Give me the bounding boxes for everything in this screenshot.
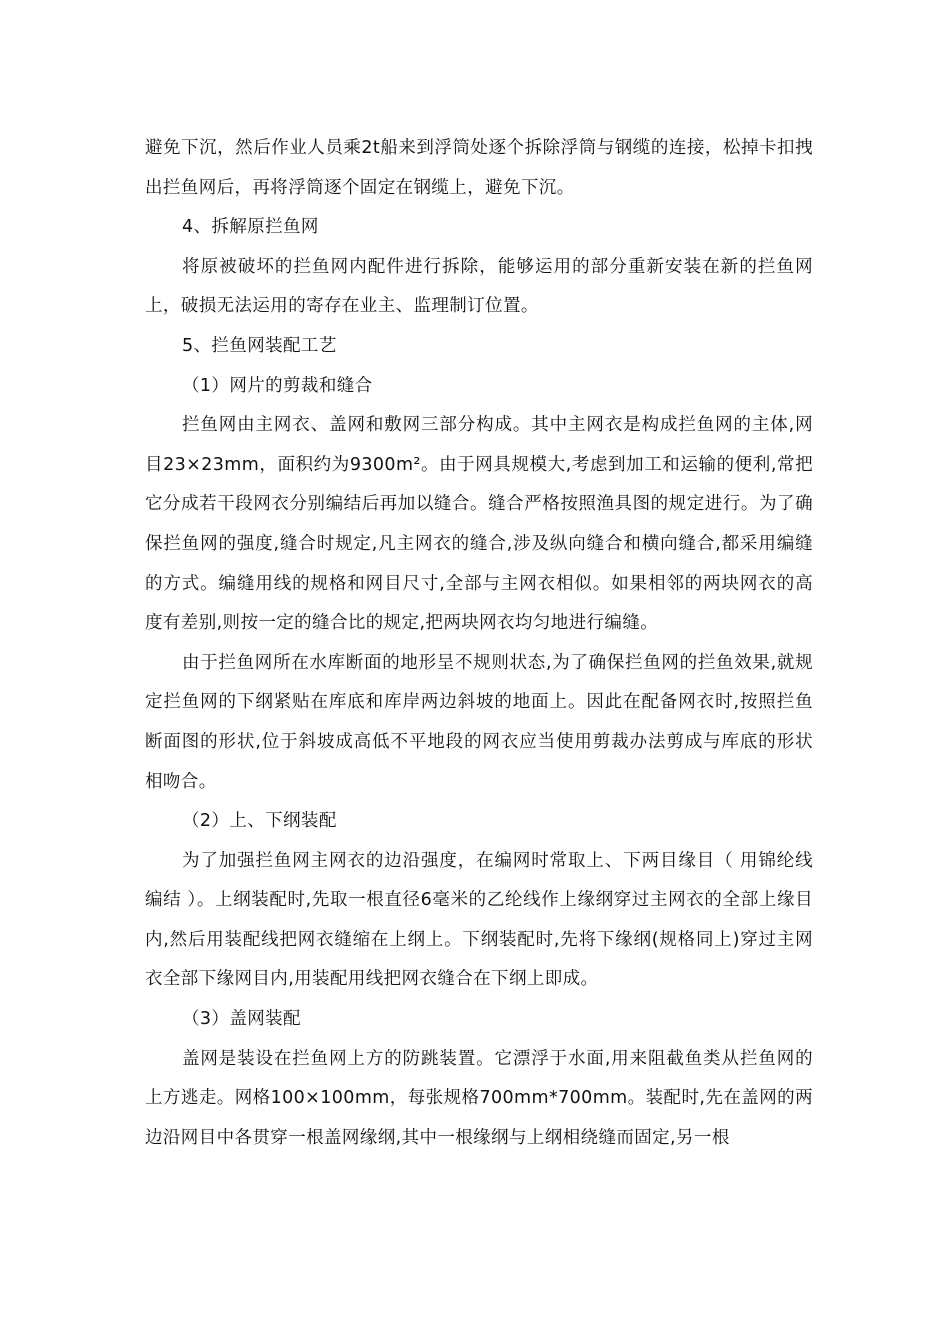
paragraph-dismantle: 将原被破坏的拦鱼网内配件进行拆除，能够运用的部分重新安装在新的拦鱼网上，破损无法运用的寄存在业主、监理制订位置。	[145, 256, 813, 317]
subsection-heading-3: （3）盖网装配	[182, 1009, 301, 1030]
section-heading-4: 4、拆解原拦鱼网	[182, 217, 319, 238]
subsection-heading-1: （1）网片的剪裁和缝合	[182, 375, 373, 396]
paragraph-continuation: 避免下沉，然后作业人员乘2t船来到浮筒处逐个拆除浮筒与钢缆的连接，松掉卡扣拽出拦鱼网后，再将浮筒逐个固定在钢缆上，避免下沉。	[145, 138, 813, 198]
paragraph-ropes: 为了加强拦鱼网主网衣的边沿强度，在编网时常取上、下两目缘目（ 用锦纶线编结 ）。上纲装配时,先取一根直径6毫米的乙纶线作上缘纲穿过主网衣的全部上缘目内,然后用装配线把网衣缝缩在上纲上。下纲装配时,先将下缘纲(规格同上)穿过主网衣全部下缘网目内,用装配用线把网衣缝合在下纲上即成。	[145, 850, 813, 990]
paragraph-terrain: 由于拦鱼网所在水库断面的地形呈不规则状态,为了确保拦鱼网的拦鱼效果,就规定拦鱼网的下纲紧贴在库底和库岸两边斜坡的地面上。因此在配备网衣时,按照拦鱼断面图的形状,位于斜坡成高低不平地段的网衣应当使用剪裁办法剪成与库底的形状相吻合。	[145, 652, 813, 792]
paragraph-cover-net: 盖网是装设在拦鱼网上方的防跳装置。它漂浮于水面,用来阻截鱼类从拦鱼网的上方逃走。网格100×100mm，每张规格700mm*700mm。装配时,先在盖网的两边沿网目中各贯穿一根盖网缘纲,其中一根缘纲与上纲相绕缝而固定,另一根	[145, 1048, 813, 1148]
paragraph-net-composition: 拦鱼网由主网衣、盖网和敷网三部分构成。其中主网衣是构成拦鱼网的主体,网目23×23mm，面积约为9300m²。由于网具规模大,考虑到加工和运输的便利,常把它分成若干段网衣分别编结后再加以缝合。缝合严格按照渔具图的规定进行。为了确保拦鱼网的强度,缝合时规定,凡主网衣的缝合,涉及纵向缝合和横向缝合,都采用编缝的方式。编缝用线的规格和网目尺寸,全部与主网衣相似。如果相邻的两块网衣的高度有差别,则按一定的缝合比的规定,把两块网衣均匀地进行编缝。	[145, 415, 813, 634]
subsection-heading-2: （2）上、下纲装配	[182, 811, 337, 832]
section-heading-5: 5、拦鱼网装配工艺	[182, 335, 337, 356]
body-text	[145, 129, 813, 1158]
